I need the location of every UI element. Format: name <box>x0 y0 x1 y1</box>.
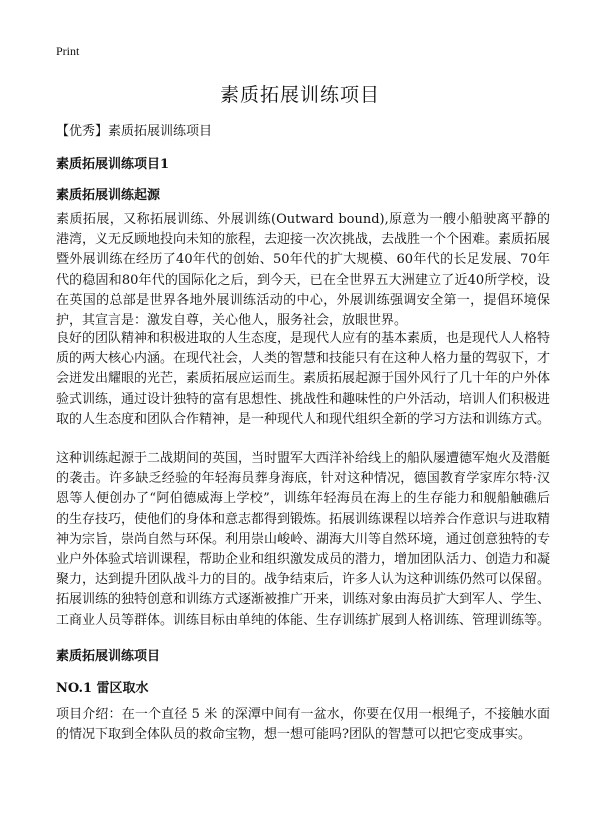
project-1-title: NO.1 雷区取水 <box>56 681 149 696</box>
project-1-intro: 项目介绍：在一个直径 5 米 的深潭中间有一盆水，你要在仅用一根绳子，不接触水面的情况下取到全体队员的救命宝物，想一想可能吗?团队的智慧可以把它变成事实。 <box>56 707 550 743</box>
paragraph-origin-intro: 素质拓展，又称拓展训练、外展训练(Outward bound),原意为一艘小船驶离平静的港湾，义无反顾地投向未知的旅程，去迎接一次次挑战，去战胜一个个困难。素质拓展暨外展训练在经历了40年代的创始、50年代的扩大规模、60年代的长足发展、70年代的稳固和80年代的国际化之后，到今天，已在全世界五大洲建立了近40所学校，设在英国的总部是世界各地外展训练活动的中心，外展训练强调安全第一，提倡环境保护，其宣言是：激发自尊，关心他人，服务社会，放眼世界。 <box>56 212 551 329</box>
print-label: Print <box>56 44 80 58</box>
paragraph-team-spirit: 良好的团队精神和积极进取的人生态度，是现代人应有的基本素质，也是现代人人格特质的两大核心内涵。在现代社会，人类的智慧和技能只有在这种人格力量的驾驭下，才会迸发出耀眼的光芒，素质拓展应运而生。素质拓展起源于国外风行了几十年的户外体验式训练，通过设计独特的富有思想性、挑战性和趣味性的户外活动，培训人们积极进取的人生态度和团队合作精神，是一种现代人和现代组织全新的学习方法和训练方式。 <box>56 331 551 427</box>
section-title: 素质拓展训练项目1 <box>56 157 170 172</box>
paragraph-history: 这种训练起源于二战期间的英国，当时盟军大西洋补给线上的船队屡遭德军炮火及潜艇的袭击。许多缺乏经验的年轻海员葬身海底，针对这种情况，德国教育学家库尔特·汉恩等人便创办了“阿伯德威海上学校”，训练年轻海员在海上的生存能力和舰船触礁后的生存技巧，使他们的身体和意志都得到锻炼。拓展训练课程以培养合作意识与进取精神为宗旨，崇尚自然与环保。利用崇山峻岭、湖海大川等自然环境，通过创意独特的专业户外体验式培训课程，帮助企业和组织激发成员的潜力，增加团队活力、创造力和凝聚力，达到提升团队战斗力的目的。战争结束后，许多人认为这种训练仍然可以保留。拓展训练的独特创意和训练方式逐渐被推广开来，训练对象由海员扩大到军人、学生、工商业人员等群体。训练目标由单纯的体能、生存训练扩展到人格训练、管理训练等。 <box>56 451 551 628</box>
document-title: 素质拓展训练项目 <box>219 84 380 106</box>
projects-heading: 素质拓展训练项目 <box>56 649 161 664</box>
document-subtitle: 【优秀】素质拓展训练项目 <box>56 124 213 139</box>
origin-heading: 素质拓展训练起源 <box>56 188 161 203</box>
